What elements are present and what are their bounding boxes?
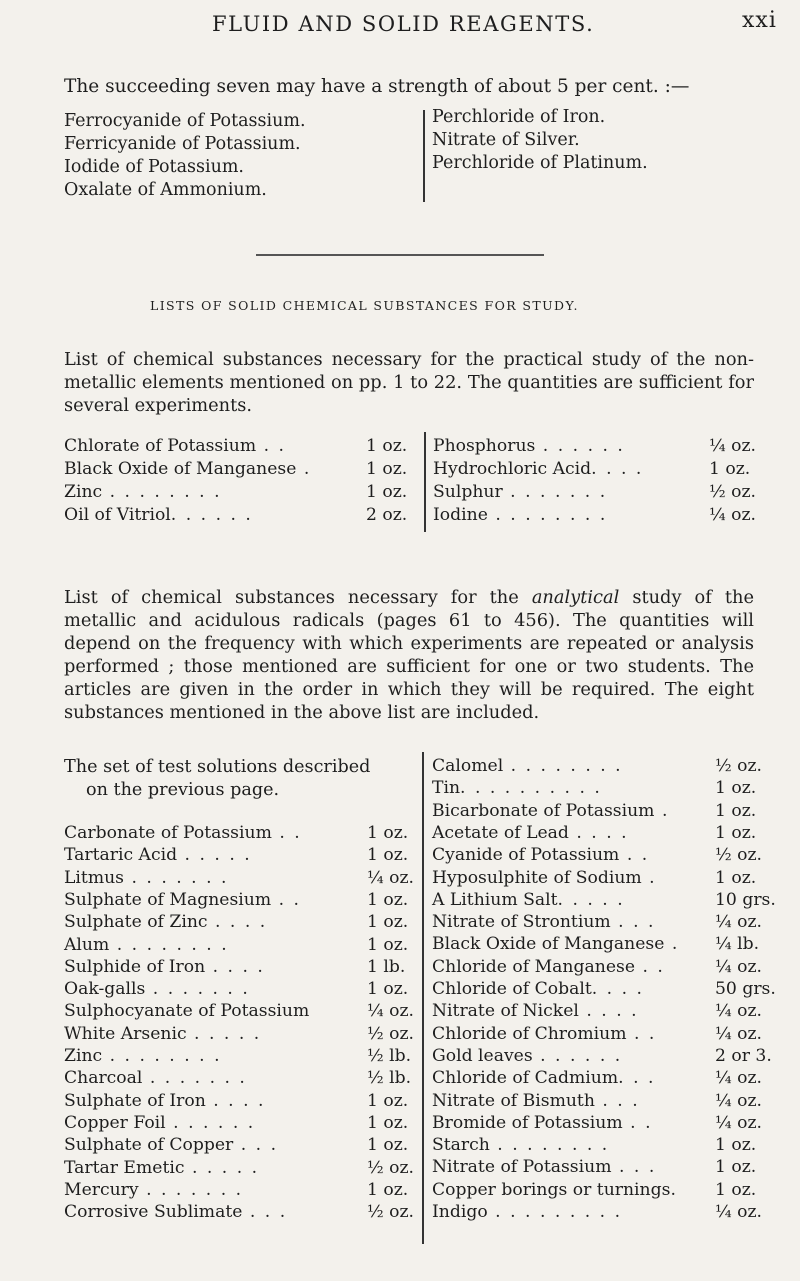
intro-left-item: Ferricyanide of Potassium. bbox=[64, 134, 301, 154]
item-name: Oil of Vitriol bbox=[64, 505, 171, 525]
leader-dots: . . . . bbox=[591, 459, 644, 479]
item-name: Nitrate of Bismuth bbox=[432, 1090, 595, 1111]
item-name: Sulphate of Zinc bbox=[64, 912, 208, 933]
item-name: Copper Foil bbox=[64, 1112, 166, 1133]
leader-dots: . . . . . . . . bbox=[503, 756, 623, 776]
leader-dots: . . . . . . . bbox=[138, 1179, 244, 1200]
item-quantity: 1 oz. bbox=[367, 1135, 409, 1156]
item-quantity: ¼ oz. bbox=[715, 1112, 762, 1133]
item-quantity: 1 oz. bbox=[715, 867, 757, 888]
analytical-paragraph-rest: study of the metallic and acidulous radicals (pages 61 to 456). The quantities will depend on the frequency with which experiments are repeated or analysis performed ; those mentioned are sufficient for one or two students. The articles are given in the order in which they will be required. The eight substances mentioned in the above list are included. bbox=[64, 587, 754, 723]
item-quantity: 1 oz. bbox=[367, 1179, 409, 1200]
analytical-emphasis: analytical bbox=[531, 587, 620, 608]
item-name: Sulphocyanate of Potassium bbox=[64, 1001, 310, 1022]
item-name: Black Oxide of Manganese bbox=[432, 934, 665, 955]
item-name: Gold leaves bbox=[432, 1045, 533, 1066]
item-name: Chloride of Cadmium bbox=[432, 1068, 619, 1089]
item-quantity: 1 oz. bbox=[366, 459, 408, 479]
item-quantity: 1 oz. bbox=[709, 459, 751, 479]
item-name: Starch bbox=[432, 1135, 490, 1156]
item-name: Nitrate of Strontium bbox=[432, 912, 611, 933]
item-quantity: 2 oz. bbox=[366, 505, 408, 525]
item-quantity: ¼ oz. bbox=[709, 505, 756, 525]
item-quantity: 1 oz. bbox=[715, 822, 757, 843]
leader-dots: . . . bbox=[242, 1202, 288, 1223]
leader-dots: . . . bbox=[618, 1068, 656, 1089]
leader-dots: . . . . . . bbox=[535, 436, 625, 456]
item-quantity: ½ oz. bbox=[367, 1157, 414, 1178]
item-name: Chloride of Manganese bbox=[432, 956, 635, 977]
leader-dots: . . bbox=[619, 845, 650, 866]
intro-left-item: Ferrocyanide of Potassium. bbox=[64, 111, 306, 131]
item-name: Calomel bbox=[432, 756, 504, 776]
leader-dots: . bbox=[641, 867, 657, 888]
item-name: Zinc bbox=[64, 1046, 103, 1066]
leader-dots: . . . . . . . . . bbox=[487, 1202, 623, 1222]
item-name: Chlorate of Potassium bbox=[64, 436, 257, 456]
leader-dots: . . . . . . bbox=[165, 1112, 256, 1133]
leader-dots: . . . . . . . . . . bbox=[460, 778, 602, 799]
item-quantity: ¼ oz. bbox=[715, 912, 762, 933]
item-name: Hydrochloric Acid bbox=[433, 459, 592, 479]
item-quantity: 1 oz. bbox=[367, 1112, 409, 1133]
leader-dots: . bbox=[296, 459, 312, 479]
leader-dots: . . . . . . . bbox=[145, 979, 250, 1000]
item-quantity: 1 oz. bbox=[366, 436, 408, 456]
item-quantity: ½ oz. bbox=[367, 1023, 414, 1044]
intro-sentence: The succeeding seven may have a strength of about 5 per cent. :— bbox=[64, 76, 690, 97]
item-quantity: 50 grs. bbox=[715, 979, 776, 999]
intro-right-item: Nitrate of Silver. bbox=[432, 130, 580, 150]
intro-right-item: Perchloride of Platinum. bbox=[432, 153, 648, 173]
item-name: Bromide of Potassium bbox=[432, 1112, 623, 1133]
analytical-paragraph-start: List of chemical substances necessary for the bbox=[64, 587, 532, 608]
intro-left-list bbox=[64, 110, 306, 202]
item-quantity: 1 oz. bbox=[715, 800, 757, 821]
item-quantity: ½ oz. bbox=[715, 845, 762, 866]
item-quantity: 1 oz. bbox=[367, 845, 409, 866]
item-quantity: ½ lb. bbox=[367, 1046, 412, 1066]
leader-dots: . . bbox=[626, 1023, 657, 1044]
item-name: Sulphide of Iron bbox=[64, 956, 206, 977]
item-name: Tartar Emetic bbox=[64, 1157, 185, 1178]
leader-dots: . . . . . . bbox=[532, 1045, 623, 1066]
leader-dots: . . . . . . . . bbox=[102, 1046, 222, 1066]
item-quantity: 10 grs. bbox=[715, 889, 776, 910]
leader-dots: . . . . . . . . bbox=[487, 505, 608, 525]
item-quantity: ¼ lb. bbox=[715, 934, 760, 955]
item-quantity: ¼ oz. bbox=[709, 436, 756, 456]
item-name: Copper borings or turnings bbox=[432, 1179, 671, 1200]
item-quantity: ½ oz. bbox=[715, 756, 762, 776]
leader-dots: . . . . bbox=[205, 1090, 266, 1111]
leader-dots: . . bbox=[622, 1112, 653, 1133]
item-quantity: ¼ oz. bbox=[715, 1068, 762, 1089]
analytical-column-divider bbox=[422, 752, 424, 1244]
test-solutions-line: The set of test solutions described bbox=[64, 757, 371, 777]
leader-dots: . bbox=[670, 1179, 678, 1200]
item-quantity: 1 oz. bbox=[715, 1135, 757, 1156]
intro-column-divider bbox=[423, 110, 425, 202]
item-quantity: 1 oz. bbox=[367, 823, 409, 843]
item-name: Mercury bbox=[64, 1179, 139, 1200]
item-quantity: 1 oz. bbox=[367, 912, 409, 933]
item-name: Carbonate of Potassium bbox=[64, 823, 272, 843]
leader-dots: . . . bbox=[233, 1135, 279, 1156]
leader-dots: . . . . . bbox=[186, 1023, 262, 1044]
item-quantity: 1 lb. bbox=[367, 956, 406, 977]
leader-dots: . . . . . . . bbox=[142, 1068, 247, 1089]
item-quantity: 1 oz. bbox=[367, 934, 409, 955]
item-name: Bicarbonate of Potassium bbox=[432, 800, 655, 821]
item-quantity: ½ lb. bbox=[367, 1068, 412, 1089]
section-separator bbox=[256, 254, 544, 256]
item-quantity: ¼ oz. bbox=[367, 1001, 414, 1022]
item-quantity: 1 oz. bbox=[367, 979, 409, 1000]
leader-dots: . . bbox=[271, 823, 302, 843]
intro-left-item: Iodide of Potassium. bbox=[64, 157, 244, 177]
item-name: Indigo bbox=[432, 1202, 488, 1222]
item-name: Tin bbox=[432, 778, 461, 799]
item-name: Tartaric Acid bbox=[64, 845, 178, 866]
page-number: xxi bbox=[742, 8, 777, 33]
leader-dots: . . . . bbox=[207, 912, 268, 933]
item-name: Nitrate of Potassium bbox=[432, 1157, 612, 1178]
item-quantity: ¼ oz. bbox=[715, 1090, 762, 1111]
leader-dots: . . bbox=[635, 956, 665, 977]
leader-dots: . bbox=[654, 800, 670, 821]
leader-dots: . . . . . . . bbox=[124, 867, 229, 888]
leader-dots: . . . . . bbox=[184, 1157, 260, 1178]
item-name: Iodine bbox=[433, 505, 488, 525]
item-name: A Lithium Salt bbox=[432, 889, 558, 910]
test-solutions-note bbox=[64, 756, 370, 802]
item-quantity: 1 oz. bbox=[715, 1179, 757, 1200]
item-name: Nitrate of Nickel bbox=[432, 1001, 579, 1022]
item-quantity: 1 oz. bbox=[367, 889, 409, 910]
leader-dots: . . . . . . . bbox=[502, 482, 608, 502]
item-quantity: 2 or 3. bbox=[715, 1045, 772, 1066]
leader-dots: . . . bbox=[611, 1157, 657, 1178]
item-name: Sulphate of Iron bbox=[64, 1090, 206, 1111]
leader-dots: . . . . bbox=[578, 1001, 639, 1022]
item-name: Oak-galls bbox=[64, 979, 146, 1000]
item-quantity: ¼ oz. bbox=[715, 1202, 762, 1222]
item-name: Acetate of Lead bbox=[432, 822, 569, 843]
test-solutions-line: on the previous page. bbox=[86, 780, 280, 800]
analytical-paragraph bbox=[64, 586, 754, 724]
leader-dots: . . bbox=[256, 436, 286, 456]
leader-dots: . . bbox=[271, 889, 302, 910]
leader-dots: . . . . . bbox=[177, 845, 252, 866]
leader-dots: . . . . bbox=[568, 822, 629, 843]
intro-right-list bbox=[432, 106, 648, 175]
item-quantity: ½ oz. bbox=[367, 1202, 414, 1223]
leader-dots: . bbox=[664, 934, 680, 955]
item-name: White Arsenic bbox=[64, 1023, 187, 1044]
running-header-title: FLUID AND SOLID REAGENTS. bbox=[212, 12, 595, 36]
leader-dots: . . . . . bbox=[557, 889, 625, 910]
item-name: Corrosive Sublimate bbox=[64, 1202, 243, 1223]
leader-dots: . . . . . . . . bbox=[102, 482, 222, 502]
leader-dots: . . . . . . . . bbox=[489, 1135, 610, 1156]
leader-dots: . . . bbox=[594, 1090, 640, 1111]
item-name: Black Oxide of Manganese bbox=[64, 459, 297, 479]
item-quantity: ¼ oz. bbox=[715, 1001, 762, 1022]
item-quantity: ¼ oz. bbox=[367, 867, 414, 888]
item-name: Alum bbox=[64, 934, 110, 955]
leader-dots: . . . . . . bbox=[170, 505, 253, 525]
item-name: Sulphate of Magnesium bbox=[64, 889, 272, 910]
item-quantity: 1 oz. bbox=[715, 1157, 757, 1178]
nonmetallic-column-divider bbox=[424, 432, 426, 532]
item-name: Zinc bbox=[64, 482, 103, 502]
item-name: Sulphur bbox=[433, 482, 503, 502]
item-name: Cyanide of Potassium bbox=[432, 845, 620, 866]
item-name: Hyposulphite of Sodium bbox=[432, 867, 642, 888]
leader-dots: . . . . bbox=[205, 956, 265, 977]
item-quantity: ¼ oz. bbox=[715, 956, 762, 977]
intro-left-item: Oxalate of Ammonium. bbox=[64, 180, 267, 200]
nonmetallic-paragraph bbox=[64, 348, 754, 417]
intro-right-item: Perchloride of Iron. bbox=[432, 107, 606, 127]
item-name: Charcoal bbox=[64, 1068, 143, 1089]
item-quantity: 1 oz. bbox=[366, 482, 408, 502]
item-name: Sulphate of Copper bbox=[64, 1135, 234, 1156]
leader-dots: . . . bbox=[610, 912, 656, 933]
item-quantity: ¼ oz. bbox=[715, 1023, 762, 1044]
item-name: Phosphorus bbox=[433, 436, 536, 456]
leader-dots: . . . . . . . . bbox=[109, 934, 229, 955]
item-quantity: 1 oz. bbox=[367, 1090, 409, 1111]
leader-dots: . . . . bbox=[591, 979, 644, 999]
nonmetallic-paragraph-text: List of chemical substances necessary for the practical study of the non-metallic elements mentioned on pp. 1 to 22. The quantities are sufficient for several experiments. bbox=[64, 349, 754, 416]
item-name: Litmus bbox=[64, 867, 125, 888]
item-name: Chloride of Cobalt bbox=[432, 979, 592, 999]
section-heading: LISTS OF SOLID CHEMICAL SUBSTANCES FOR STUDY. bbox=[150, 298, 579, 313]
item-quantity: 1 oz. bbox=[715, 778, 757, 799]
item-name: Chloride of Chromium bbox=[432, 1023, 627, 1044]
item-quantity: ½ oz. bbox=[709, 482, 756, 502]
